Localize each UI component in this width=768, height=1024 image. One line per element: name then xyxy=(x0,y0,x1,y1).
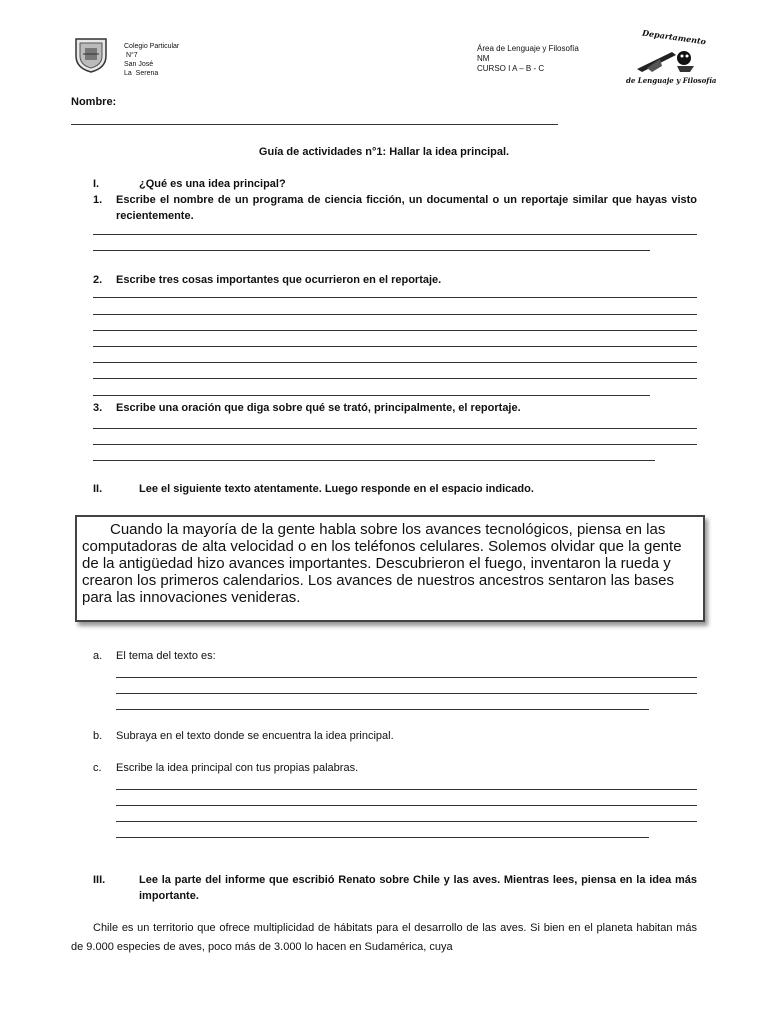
answer-line[interactable] xyxy=(93,330,697,331)
answer-line[interactable] xyxy=(116,805,697,806)
school-name: Colegio Particular xyxy=(124,43,180,50)
answer-line[interactable] xyxy=(93,428,697,429)
area-name: Área de Lenguaje y Filosofía xyxy=(477,44,579,53)
answer-line[interactable] xyxy=(93,444,697,445)
answer-line[interactable] xyxy=(116,789,697,790)
question-2-text: Escribe tres cosas importantes que ocurrieron en el reportaje. xyxy=(116,274,442,286)
answer-line[interactable] xyxy=(116,709,649,710)
section-1-heading: ¿Qué es una idea principal? xyxy=(139,178,286,190)
section-1-numeral: I. xyxy=(93,178,100,190)
item-b-text: Subraya en el texto donde se encuentra la idea principal. xyxy=(116,730,394,742)
reading-passage-box xyxy=(75,515,705,622)
item-c-letter: c. xyxy=(93,762,102,774)
section-3-heading: Lee la parte del informe que escribió Renato sobre Chile y las aves. Mientras lees, piensa en la idea más importante. xyxy=(139,874,697,902)
department-logo xyxy=(622,27,717,90)
area-course: CURSO I A – B - C xyxy=(477,64,545,73)
answer-line[interactable] xyxy=(116,837,649,838)
item-b-letter: b. xyxy=(93,730,103,742)
area-info xyxy=(477,44,617,74)
answer-line[interactable] xyxy=(93,395,650,396)
school-crest-logo xyxy=(73,36,109,74)
answer-line[interactable] xyxy=(93,234,697,235)
answer-line[interactable] xyxy=(93,250,650,251)
name-label: Nombre: xyxy=(71,96,117,108)
area-level: NM xyxy=(477,54,490,63)
question-2-number: 2. xyxy=(93,274,103,286)
name-answer-line[interactable] xyxy=(71,124,558,125)
item-c-text: Escribe la idea principal con tus propias palabras. xyxy=(116,762,359,774)
school-number: N°7 xyxy=(124,52,138,59)
department-logo-top-text: Departamento xyxy=(641,27,707,47)
item-a-letter: a. xyxy=(93,650,103,662)
quill-owl-icon xyxy=(632,44,702,76)
answer-line[interactable] xyxy=(93,314,697,315)
department-logo-bottom-text: de Lenguaje y Filosofía xyxy=(626,76,717,85)
answer-line[interactable] xyxy=(93,460,655,461)
answer-line[interactable] xyxy=(93,297,697,298)
page-title: Guía de actividades n°1: Hallar la idea principal. xyxy=(258,146,510,158)
answer-line[interactable] xyxy=(116,677,697,678)
school-location: San José xyxy=(124,61,154,68)
section-2-heading: Lee el siguiente texto atentamente. Luego responde en el espacio indicado. xyxy=(139,483,534,495)
school-city: La Serena xyxy=(124,70,159,77)
section-3-paragraph: Chile es un territorio que ofrece multiplicidad de hábitats para el desarrollo de las aves. Si bien en el planeta habitan más de 9.000 especies de aves, poco más de 3.000 lo hacen en Sudamérica, cuya xyxy=(71,922,697,953)
section-3-numeral: III. xyxy=(93,874,106,886)
item-a-text: El tema del texto es: xyxy=(116,650,216,662)
answer-line[interactable] xyxy=(93,378,697,379)
school-info xyxy=(124,42,244,78)
answer-line[interactable] xyxy=(116,693,697,694)
reading-passage-text: Cuando la mayoría de la gente habla sobre los avances tecnológicos, piensa en las computadoras de alta velocidad o en los teléfonos celulares. Solemos olvidar que la gente de la antigüedad hizo avances importantes. Descubrieron el fuego, inventaron la rueda y crearon los primeros calendarios. Los avances de nuestros ancestros sentaron las bases para las innovaciones venideras. xyxy=(82,521,682,606)
question-3-text: Escribe una oración que diga sobre qué se trató, principalmente, el reportaje. xyxy=(116,402,521,414)
section-2-numeral: II. xyxy=(93,483,103,495)
answer-line[interactable] xyxy=(93,346,697,347)
question-3-number: 3. xyxy=(93,402,103,414)
question-1-text: Escribe el nombre de un programa de ciencia ficción, un documental o un reportaje similar que hayas visto recientemente. xyxy=(116,194,697,222)
question-1-number: 1. xyxy=(93,194,103,206)
answer-line[interactable] xyxy=(116,821,697,822)
answer-line[interactable] xyxy=(93,362,697,363)
